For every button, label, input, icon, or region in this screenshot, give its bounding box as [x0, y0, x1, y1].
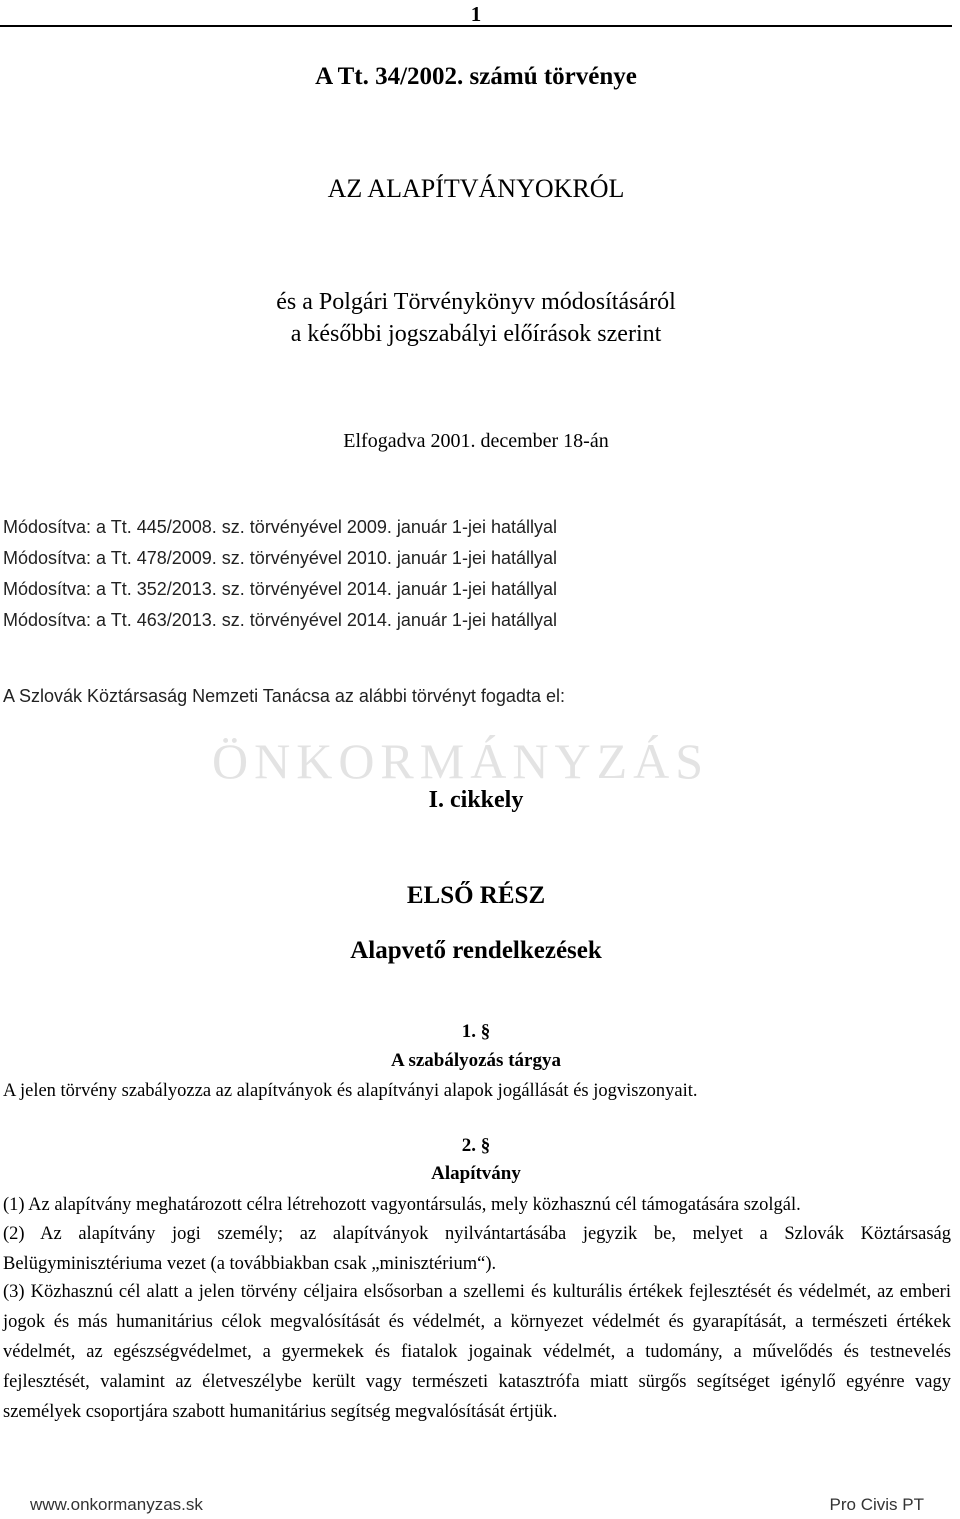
footer-website: www.onkormanyzas.sk	[30, 1495, 203, 1514]
amendment-line: Módosítva: a Tt. 352/2013. sz. törvényével 2014. január 1-jei hatállyal	[3, 579, 557, 599]
section-title: A szabályozás tárgya	[391, 1050, 561, 1071]
subtitle-line-1: és a Polgári Törvénykönyv módosításáról	[276, 289, 676, 315]
watermark-logo: ÖNKORMÁNYZÁS	[212, 733, 710, 789]
section-title: Alapítvány	[431, 1163, 521, 1184]
section-paragraph: (1) Az alapítvány meghatározott célra létrehozott vagyontársulás, mely közhasznú cél támogatására szolgál.	[3, 1195, 801, 1215]
amendment-line: Módosítva: a Tt. 463/2013. sz. törvényével 2014. január 1-jei hatállyal	[3, 610, 557, 630]
main-title: AZ ALAPÍTVÁNYOKRÓL	[327, 174, 625, 203]
header-rule	[0, 25, 952, 27]
part-heading: ELSŐ RÉSZ	[406, 882, 546, 909]
amendment-line: Módosítva: a Tt. 478/2009. sz. törvényével 2010. január 1-jei hatállyal	[3, 548, 557, 568]
document-title: A Tt. 34/2002. számú törvénye	[315, 63, 637, 90]
adoption-date: Elfogadva 2001. december 18-án	[343, 430, 609, 452]
page-number: 1	[470, 2, 482, 26]
section-number: 1. §	[461, 1021, 491, 1042]
subtitle-line-2: a későbbi jogszabályi előírások szerint	[290, 321, 662, 347]
article-heading: I. cikkely	[428, 787, 524, 813]
section-paragraph: A jelen törvény szabályozza az alapítványok és alapítványi alapok jogállását és jogviszonyait.	[3, 1081, 698, 1101]
section-paragraph: (2) Az alapítvány jogi személy; az alapítványok nyilvántartásába jegyzik be, melyet a Szlovák Köztársaság Belügyminisztériuma vezet (a továbbiakban csak „minisztérium“).	[3, 1224, 951, 1274]
section-paragraph: (3) Közhasznú cél alatt a jelen törvény céljaira elsősorban a szellemi és kulturális értékek fejlesztését és védelmét, az emberi jogok és más humanitárius célok megvalósítását és védelmét, a környezet védelmét és gyarapítását, a természeti értékek védelmét, az egészségvédelmet, a gyermekek és fiatalok jogainak védelmét, a tudomány, a művelődés és testnevelés fejlesztését, valamint az életveszélybe került vagy természeti katasztrófa miatt sürgős segítséget igénylő egyénre vagy személyek csoportjára szabott humanitárius segítség megvalósítását értjük.	[3, 1282, 951, 1422]
section-number: 2. §	[461, 1135, 491, 1156]
preamble: A Szlovák Köztársaság Nemzeti Tanácsa az alábbi törvényt fogadta el:	[3, 686, 565, 706]
footer-publisher: Pro Civis PT	[829, 1495, 924, 1514]
part-title: Alapvető rendelkezések	[350, 937, 602, 964]
amendment-list	[3, 512, 557, 636]
amendment-line: Módosítva: a Tt. 445/2008. sz. törvényével 2009. január 1-jei hatállyal	[3, 517, 557, 537]
